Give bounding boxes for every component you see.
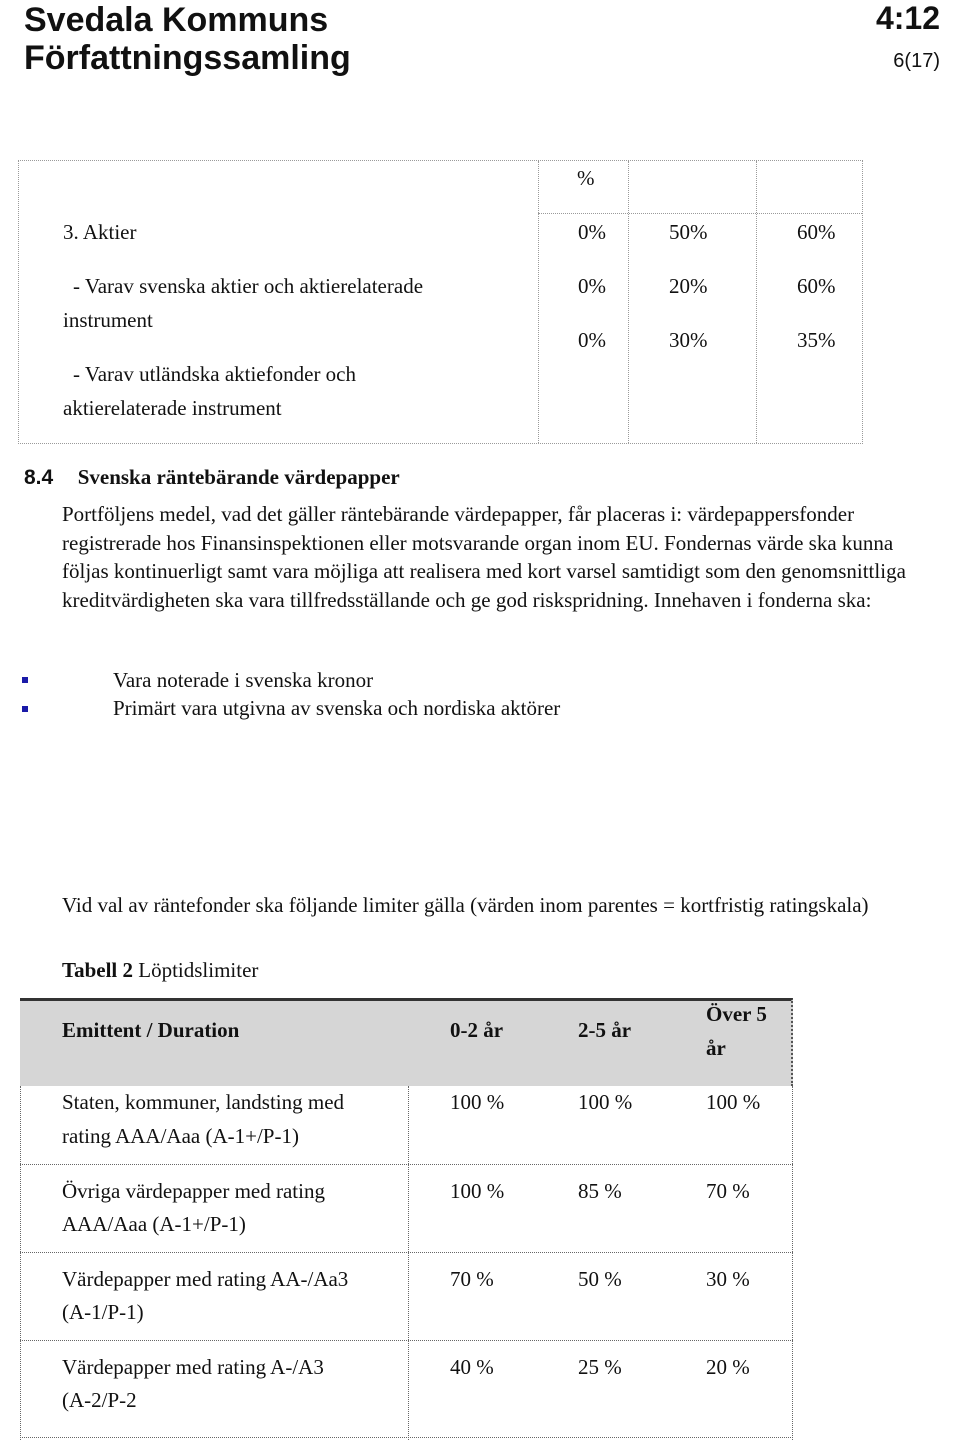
- cell-value: 35%: [797, 328, 836, 352]
- row-issuer: Övriga värdepapper med rating: [62, 1179, 325, 1203]
- cell-value: 100 %: [450, 1179, 505, 1203]
- cell-value: 60%: [797, 274, 836, 298]
- row-issuer-rating: AAA/Aaa (A-1+/P-1): [62, 1212, 246, 1236]
- table-caption: [62, 958, 258, 983]
- cell-value: 70 %: [706, 1179, 750, 1203]
- cell-value: 40 %: [450, 1355, 494, 1379]
- bullet-square-icon: [22, 706, 28, 712]
- cell-value: 30 %: [706, 1267, 750, 1291]
- cell-value: 50 %: [578, 1267, 622, 1291]
- section-heading: [24, 465, 400, 490]
- cell-value: 60%: [797, 220, 836, 244]
- cell-value: 30%: [669, 328, 708, 352]
- cell-value: 50%: [669, 220, 708, 244]
- section-paragraph: Portföljens medel, vad det gäller räntebärande värdepapper, får placeras i: värdepappersfonder registrerade hos Finansinspektionen eller motsvarande organ inom EU. Fondernas värde ska kunna följas kontinuerligt samt vara möjliga att realisera med kort varsel samtidigt som den genomsnittliga kreditvärdigheten ska vara tillfredsställande och ge god riskspridning. Innehaven i fonderna ska:: [62, 502, 906, 612]
- bullet-item: Primärt vara utgivna av svenska och nordiska aktörer: [113, 696, 561, 720]
- percent-header: %: [577, 166, 595, 190]
- document-code: 4:12: [875, 0, 940, 36]
- cell-value: 100 %: [578, 1090, 633, 1114]
- header-over-5: Över 5: [706, 1002, 767, 1026]
- bullet-item: Vara noterade i svenska kronor: [113, 668, 374, 692]
- row-label-utlandska-aktiefonder-cont: aktierelaterade instrument: [63, 396, 282, 420]
- cell-value: 0%: [578, 328, 606, 352]
- cell-value: 70 %: [450, 1267, 494, 1291]
- asset-allocation-table: [18, 160, 863, 444]
- row-issuer: Staten, kommuner, landsting med: [62, 1090, 345, 1114]
- cell-value: 20 %: [706, 1355, 750, 1379]
- cell-value: 0%: [578, 220, 606, 244]
- cell-value: 20%: [669, 274, 708, 298]
- header-2-5-ar: 2-5 år: [578, 1018, 632, 1042]
- header-over-5-ar: år: [706, 1036, 726, 1060]
- duration-limits-table: [20, 998, 793, 1440]
- limits-paragraph: Vid val av räntefonder ska följande limiter gälla (värden inom parentes = kortfristig ratingskala): [62, 893, 869, 917]
- row-issuer: Värdepapper med rating AA-/Aa3: [62, 1267, 349, 1291]
- section-title: Svenska räntebärande värdepapper: [77, 465, 400, 489]
- row-label-svenska-aktier-cont: instrument: [63, 308, 153, 332]
- cell-value: 85 %: [578, 1179, 622, 1203]
- row-label-utlandska-aktiefonder: - Varav utländska aktiefonder och: [73, 362, 357, 386]
- header-0-2-ar: 0-2 år: [450, 1018, 504, 1042]
- row-issuer-rating: rating AAA/Aaa (A-1+/P-1): [62, 1124, 299, 1148]
- row-issuer-rating: (A-1/P-1): [62, 1300, 144, 1324]
- cell-value: 0%: [578, 274, 606, 298]
- document-title-line2: Författningssamling: [24, 39, 351, 77]
- cell-value: 25 %: [578, 1355, 622, 1379]
- section-number: 8.4: [24, 466, 54, 489]
- cell-value: 100 %: [450, 1090, 505, 1114]
- row-issuer-rating: (A-2/P-2: [62, 1388, 137, 1412]
- row-label-svenska-aktier: - Varav svenska aktier och aktierelaterade: [73, 274, 424, 298]
- row-issuer: Värdepapper med rating A-/A3: [62, 1355, 324, 1379]
- document-title-line1: Svedala Kommuns: [24, 1, 329, 39]
- row-label-aktier: 3. Aktier: [63, 220, 137, 244]
- bullet-square-icon: [22, 677, 28, 683]
- table-caption-label: Tabell 2: [62, 958, 133, 982]
- header-emittent: Emittent / Duration: [62, 1018, 240, 1042]
- page-number: 6(17): [893, 50, 940, 72]
- cell-value: 100 %: [706, 1090, 761, 1114]
- table-caption-text: Löptidslimiter: [133, 958, 259, 982]
